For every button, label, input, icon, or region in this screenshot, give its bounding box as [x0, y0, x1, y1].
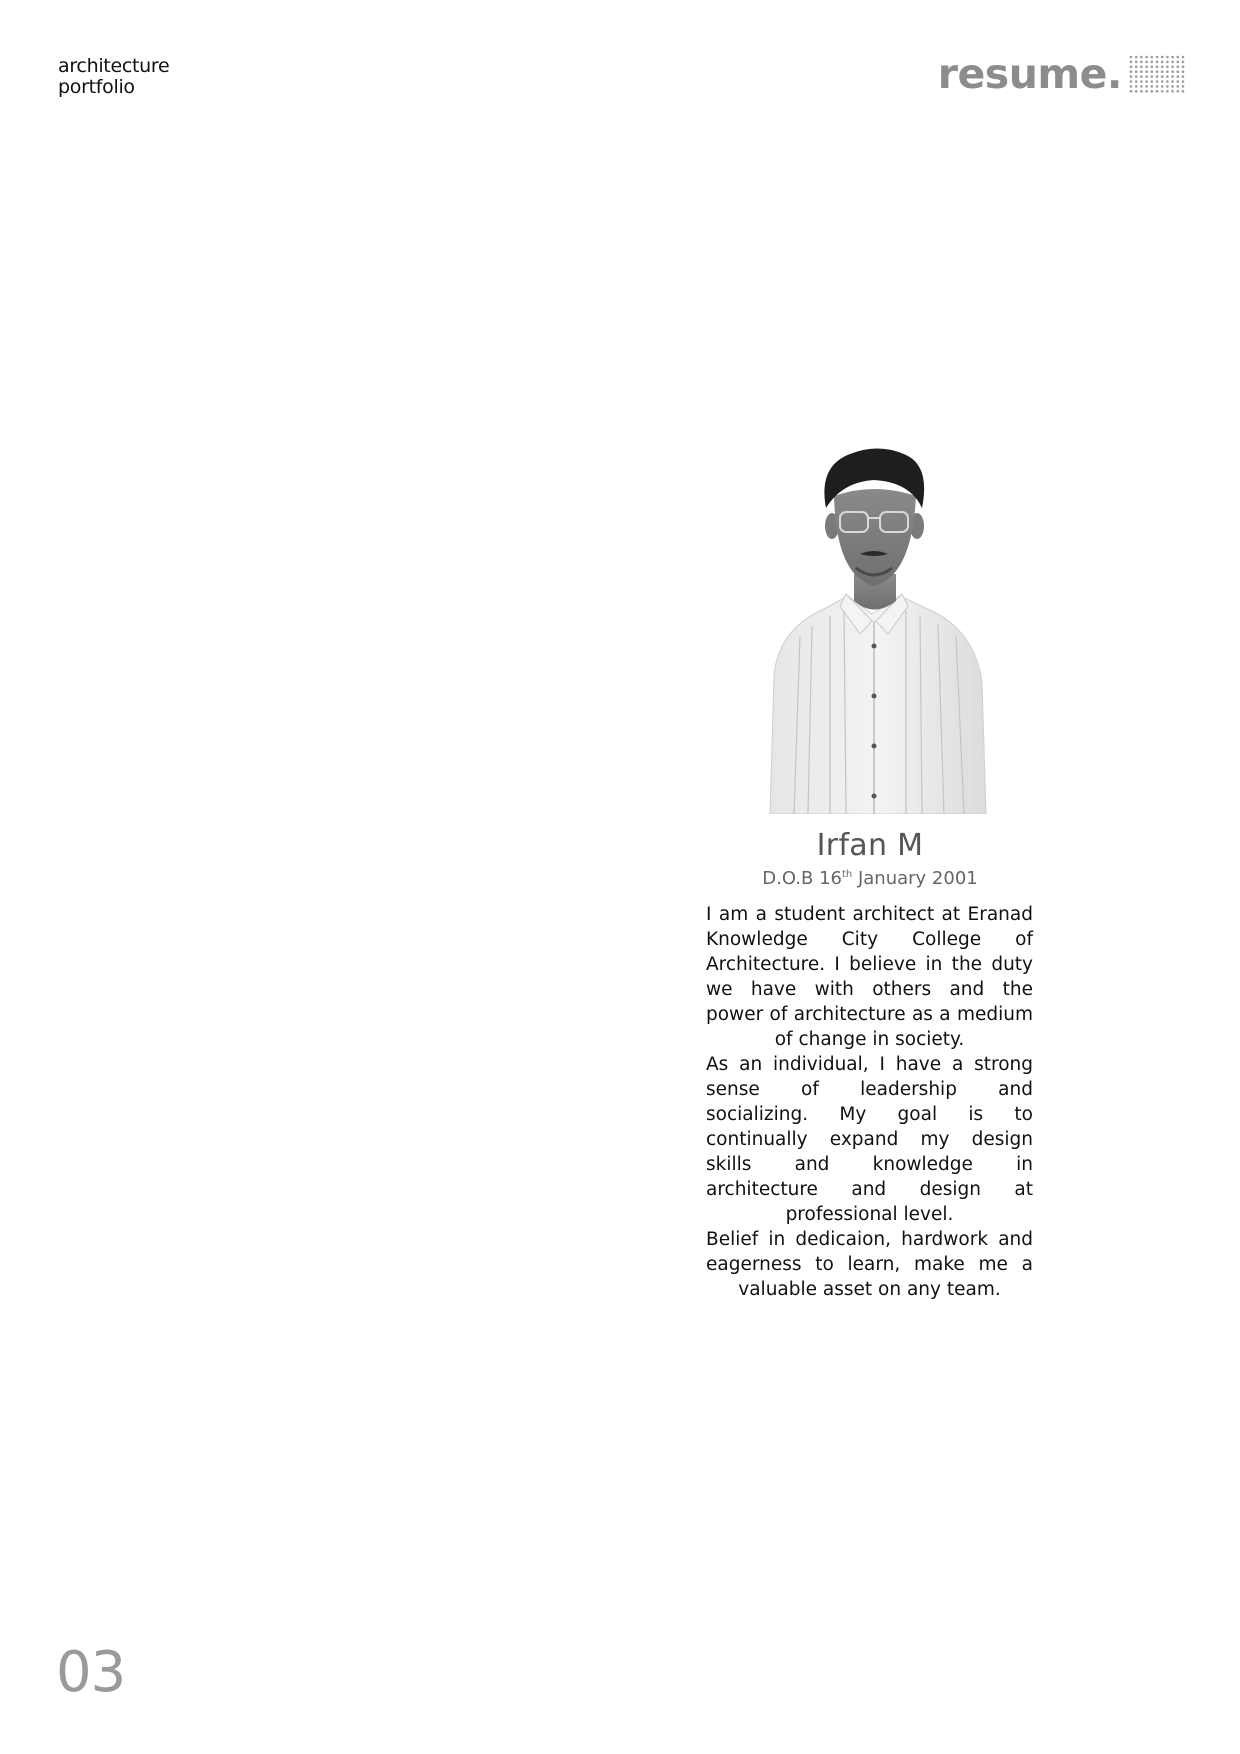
page-number: 03	[56, 1640, 126, 1705]
dot-grid-icon	[1128, 54, 1186, 94]
dob-rest: January 2001	[852, 868, 978, 889]
portfolio-label-line1: architecture	[58, 55, 170, 77]
dob-ordinal: th	[841, 869, 853, 880]
profile-photo	[760, 446, 990, 814]
portfolio-label	[58, 56, 169, 98]
person-name: Irfan M	[816, 828, 924, 863]
bio-paragraph: I am a student architect at Eranad Knowledge City College of Architecture. I believe in the duty we have with others and the power of architecture as a medium of change in society.	[706, 904, 1033, 1050]
resume-wordmark: resume.	[937, 50, 1122, 98]
bio-paragraph: Belief in dedicaion, hardwork and eagerness to learn, make me a valuable asset on any team.	[706, 1229, 1033, 1300]
date-of-birth	[700, 868, 1040, 889]
resume-logo	[938, 52, 1186, 96]
bio-text	[706, 902, 1033, 1302]
dob-prefix: D.O.B 16	[762, 868, 842, 889]
portfolio-label-line2: portfolio	[58, 76, 135, 98]
bio-paragraph: As an individual, I have a strong sense of leadership and socializing. My goal is to continually expand my design skills and knowledge in architecture and design at professional level.	[706, 1054, 1033, 1225]
